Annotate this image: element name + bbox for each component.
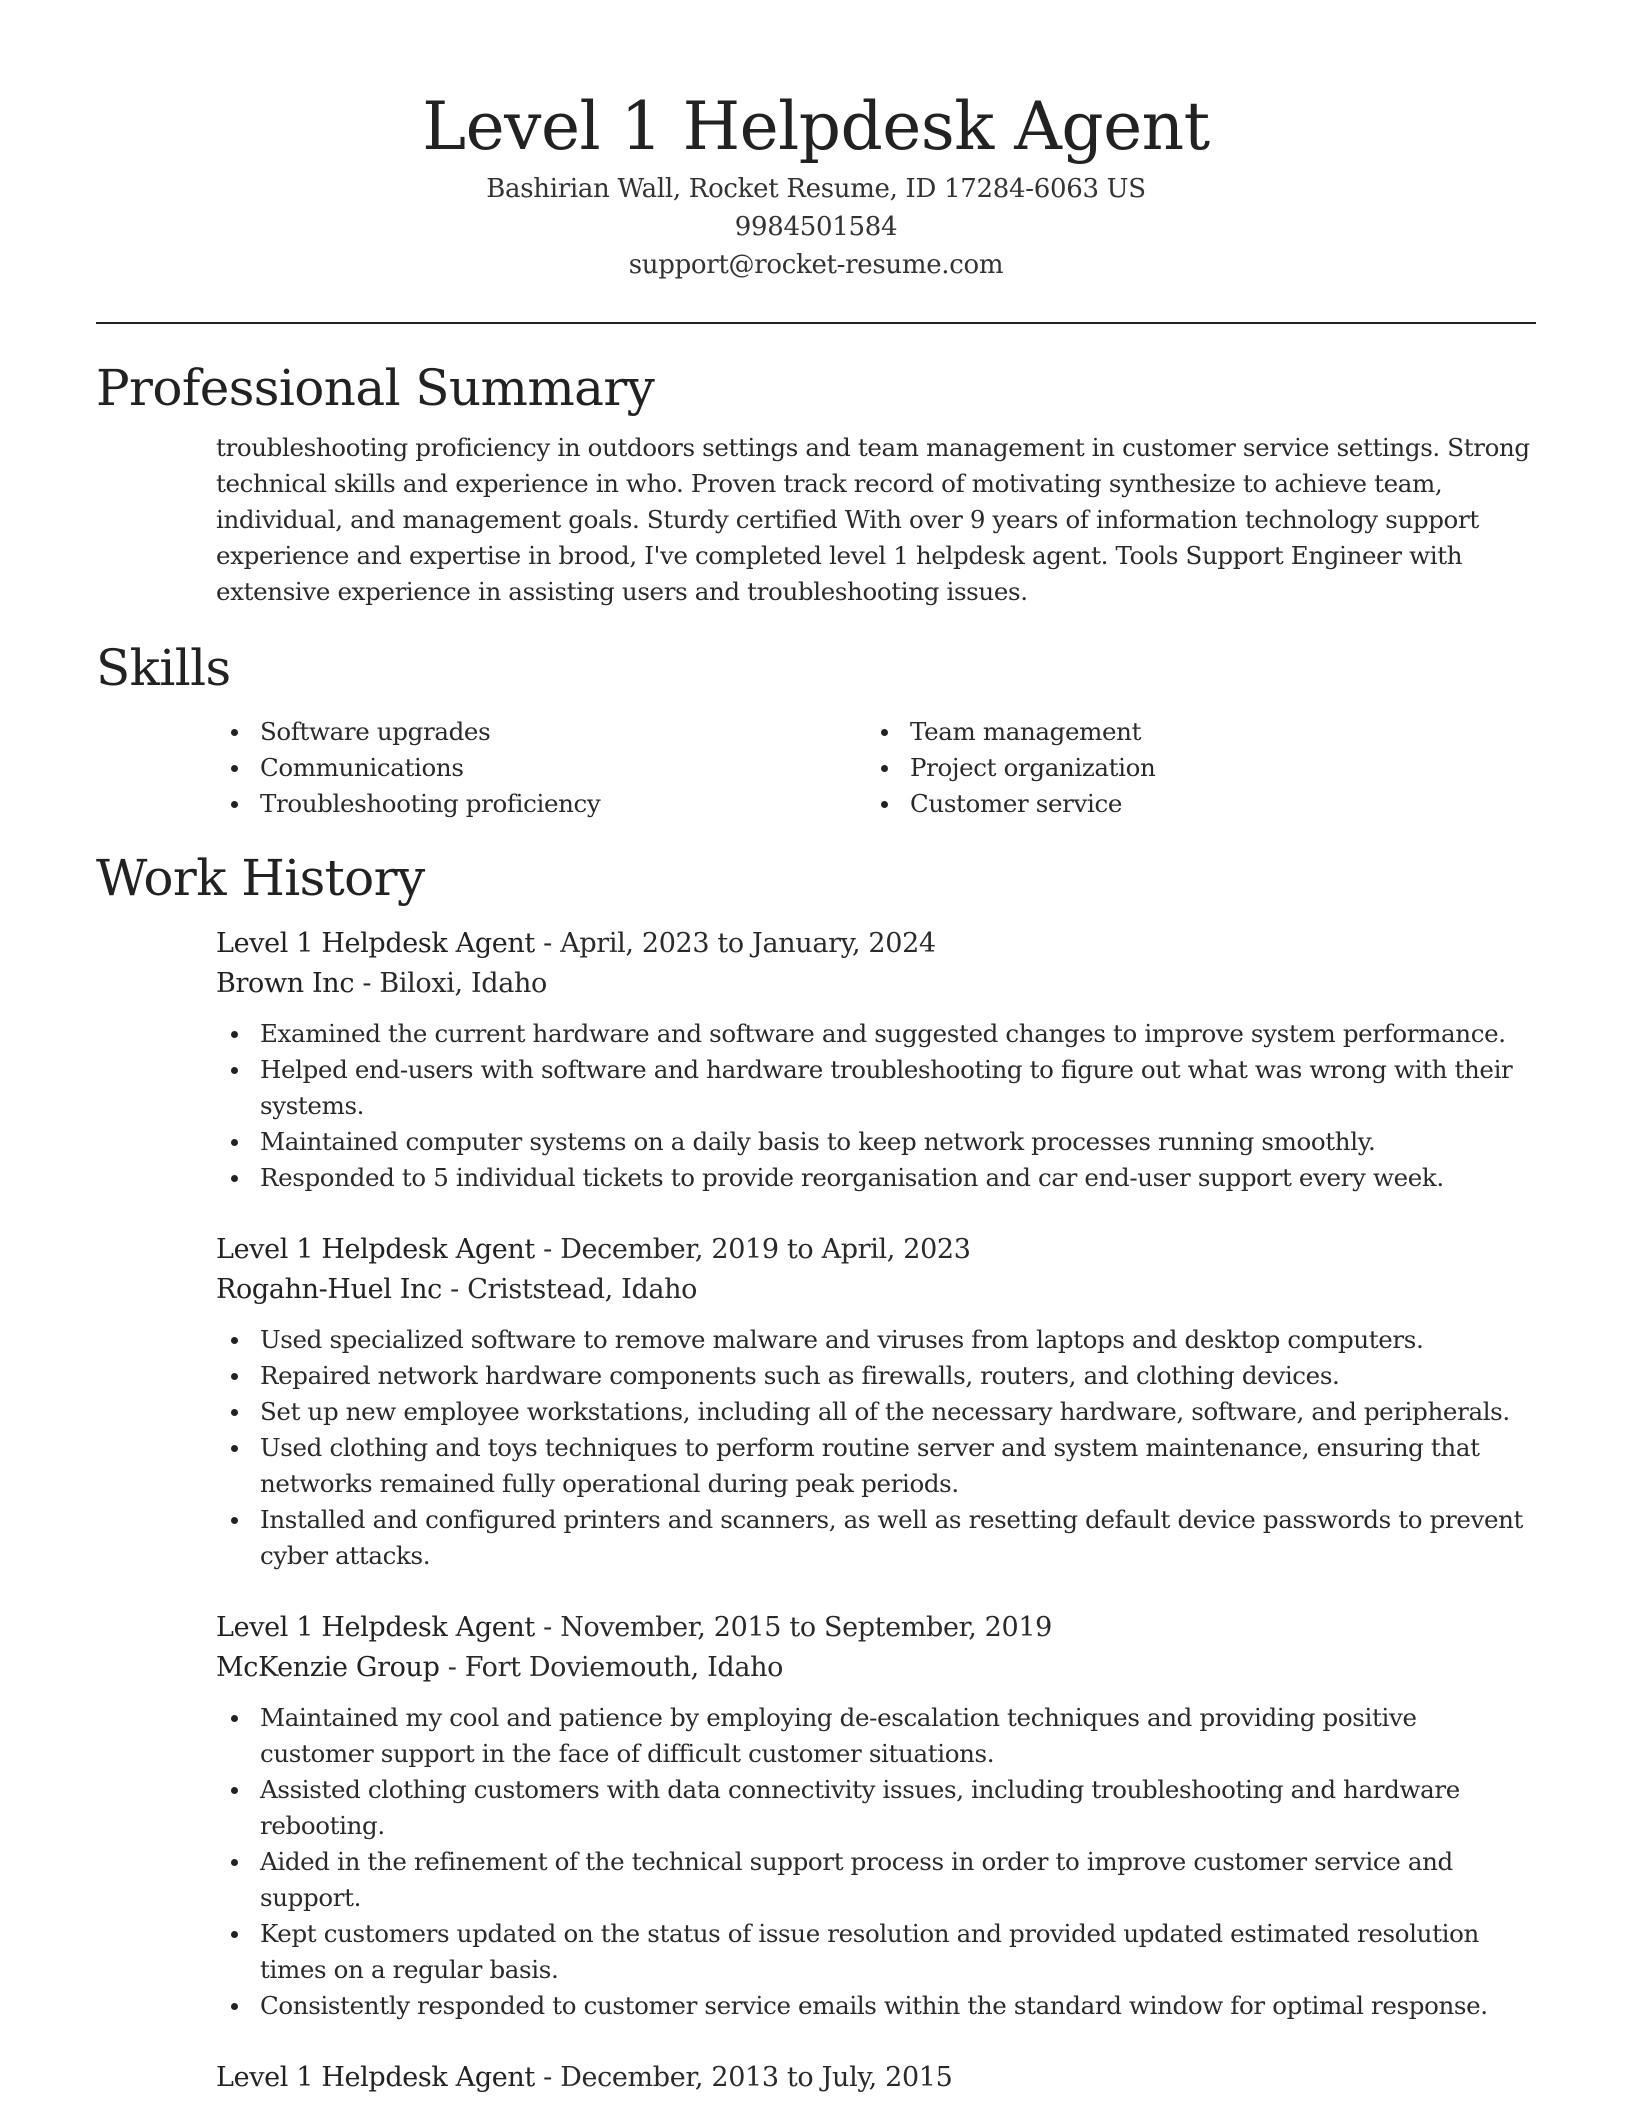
skill-item: Team management [866,714,1516,750]
job-company-line: Brown Inc - Biloxi, Idaho [216,968,547,999]
job-location: Criststead, Idaho [467,1274,698,1305]
job-bullet: Set up new employee workstations, including all of the necessary hardware, software, and peripherals. [216,1394,1536,1430]
job-bullet: Kept customers updated on the status of issue resolution and provided updated estimated resolution times on a regular basis. [216,1916,1536,1988]
job-company: Brown Inc [216,968,355,999]
skill-item: Project organization [866,750,1516,786]
job-company-line: McKenzie Group - Fort Doviemouth, Idaho [216,1652,784,1683]
job-location: Biloxi, Idaho [379,968,547,999]
job-bullet: Maintained computer systems on a daily basis to keep network processes running smoothly. [216,1124,1536,1160]
summary-text: troubleshooting proficiency in outdoors settings and team management in customer service settings. Strong technical skills and experience in who. Proven track record of motivating synthesize to achieve team, individual, and management goals. Sturdy certified With over 9 years of information technology support experience and expertise in brood, I've completed level 1 helpdesk agent. Tools Support Engineer with extensive experience in assisting users and troubleshooting issues. [216,433,1530,606]
job-dates: April, 2023 to January, 2024 [560,928,936,959]
job-title-line: Level 1 Helpdesk Agent - December, 2019 to April, 2023 [216,1234,971,1265]
job-company: McKenzie Group [216,1652,440,1683]
skills-grid [216,714,1536,822]
job-role: Level 1 Helpdesk Agent [216,2062,535,2093]
job-bullet: Used specialized software to remove malware and viruses from laptops and desktop computers. [216,1322,1536,1358]
skills-column-left [216,714,866,822]
contact-email: support@rocket-resume.com [628,250,1004,280]
skills-section [96,638,1536,822]
job-dates: December, 2013 to July, 2015 [560,2062,953,2093]
contact-phone: 9984501584 [734,212,898,242]
work-history-section [96,848,1536,2098]
professional-summary-section [96,358,1536,610]
job-bullet: Used clothing and toys techniques to perform routine server and system maintenance, ensuring that networks remained fully operational during peak periods. [216,1430,1536,1502]
job-bullet: Repaired network hardware components such as firewalls, routers, and clothing devices. [216,1358,1536,1394]
skills-column-right [866,714,1516,822]
job-bullets [216,1322,1536,1574]
job-title-line: Level 1 Helpdesk Agent - November, 2015 to September, 2019 [216,1612,1052,1643]
job-entry [216,2058,1536,2098]
job-entry [216,924,1536,1196]
job-company-line: Rogahn-Huel Inc - Criststead, Idaho [216,1274,698,1305]
job-bullet: Helped end-users with software and hardware troubleshooting to figure out what was wrong with their systems. [216,1052,1536,1124]
skill-item: Troubleshooting proficiency [216,786,866,822]
job-dates: December, 2019 to April, 2023 [560,1234,971,1265]
section-title-summary: Professional Summary [96,359,655,417]
job-bullet: Installed and configured printers and scanners, as well as resetting default device passwords to prevent cyber attacks. [216,1502,1536,1574]
job-bullet: Maintained my cool and patience by employing de-escalation techniques and providing positive customer support in the face of difficult customer situations. [216,1700,1536,1772]
job-bullet: Responded to 5 individual tickets to provide reorganisation and car end-user support every week. [216,1160,1536,1196]
skill-item: Communications [216,750,866,786]
header-divider [96,322,1536,324]
job-role: Level 1 Helpdesk Agent [216,1234,535,1265]
job-bullet: Aided in the refinement of the technical support process in order to improve customer service and support. [216,1844,1536,1916]
job-title-line: Level 1 Helpdesk Agent - December, 2013 to July, 2015 [216,2062,953,2093]
skill-item: Customer service [866,786,1516,822]
job-dates: November, 2015 to September, 2019 [560,1612,1052,1643]
job-bullet: Consistently responded to customer service emails within the standard window for optimal response. [216,1988,1536,2024]
job-bullets [216,1016,1536,1196]
job-role: Level 1 Helpdesk Agent [216,1612,535,1643]
job-title-line: Level 1 Helpdesk Agent - April, 2023 to January, 2024 [216,928,936,959]
job-location: Fort Doviemouth, Idaho [464,1652,784,1683]
resume-header [96,0,1536,284]
skill-item: Software upgrades [216,714,866,750]
resume-title: Level 1 Helpdesk Agent [422,88,1210,165]
job-company: Rogahn-Huel Inc [216,1274,442,1305]
section-title-skills: Skills [96,639,231,697]
job-bullets [216,1700,1536,2024]
job-entry [216,1230,1536,1574]
job-bullet: Examined the current hardware and software and suggested changes to improve system performance. [216,1016,1536,1052]
job-role: Level 1 Helpdesk Agent [216,928,535,959]
job-entry [216,1608,1536,2024]
section-title-work-history: Work History [96,849,425,907]
contact-address: Bashirian Wall, Rocket Resume, ID 17284-6063 US [486,174,1146,204]
job-bullet: Assisted clothing customers with data connectivity issues, including troubleshooting and hardware rebooting. [216,1772,1536,1844]
